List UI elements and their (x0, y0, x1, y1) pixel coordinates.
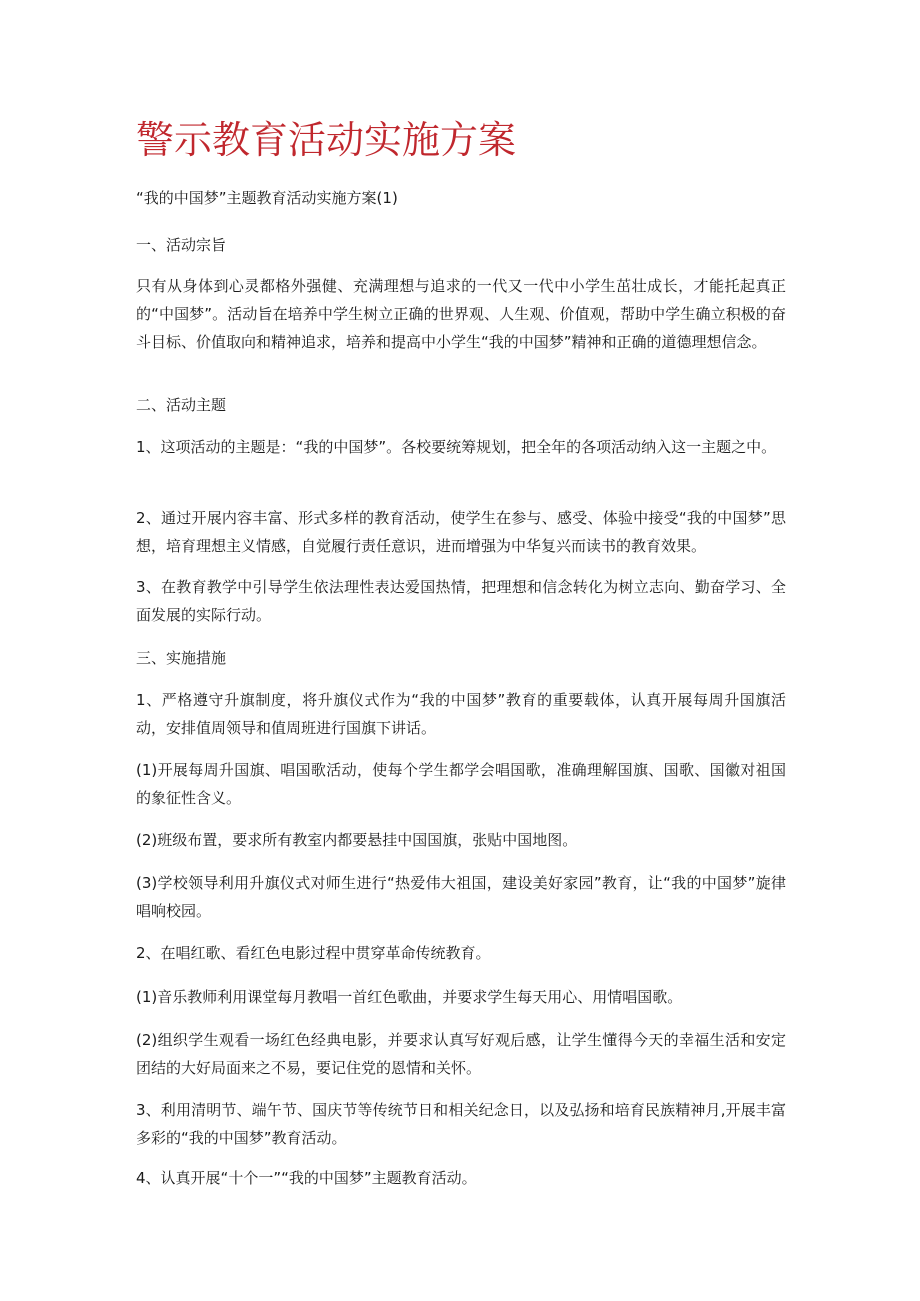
paragraph-measure-2-sub-1: (1)音乐教师利用课堂每月教唱一首红色歌曲，并要求学生每天用心、用情唱国歌。 (136, 988, 683, 1006)
section-heading-measures: 三、实施措施 (136, 649, 227, 667)
document-title: 警示教育活动实施方案 (136, 118, 517, 162)
paragraph-measure-4: 4、认真开展“十个一”“我的中国梦”主题教育活动。 (136, 1169, 477, 1187)
paragraph-theme-item-1: 1、这项活动的主题是：“我的中国梦”。各校要统筹规划，把全年的各项活动纳入这一主题之中。 (136, 438, 777, 456)
paragraph-measure-1: 1、严格遵守升旗制度，将升旗仪式作为“我的中国梦”教育的重要载体，认真开展每周升国旗活动，安排值周领导和值周班进行国旗下讲话。 (136, 691, 786, 737)
paragraph-measure-1-sub-1: (1)开展每周升国旗、唱国歌活动，使每个学生都学会唱国歌，准确理解国旗、国歌、国徽对祖国的象征性含义。 (136, 761, 786, 807)
paragraph-theme-item-3: 3、在教育教学中引导学生依法理性表达爱国热情，把理想和信念转化为树立志向、勤奋学习、全面发展的实际行动。 (136, 578, 786, 624)
paragraph-measure-2: 2、在唱红歌、看红色电影过程中贯穿革命传统教育。 (136, 944, 491, 962)
document-subtitle: “我的中国梦”主题教育活动实施方案(1) (136, 189, 398, 207)
paragraph-purpose: 只有从身体到心灵都格外强健、充满理想与追求的一代又一代中小学生茁壮成长，才能托起真正的“中国梦”。活动旨在培养中学生树立正确的世界观、人生观、价值观，帮助中学生确立积极的奋斗目标、价值取向和精神追求，培养和提高中小学生“我的中国梦”精神和正确的道德理想信念。 (136, 277, 786, 351)
section-heading-theme: 二、活动主题 (136, 396, 227, 414)
paragraph-measure-3: 3、利用清明节、端午节、国庆节等传统节日和相关纪念日，以及弘扬和培育民族精神月,开展丰富多彩的“我的中国梦”教育活动。 (136, 1101, 786, 1147)
paragraph-measure-2-sub-2: (2)组织学生观看一场红色经典电影，并要求认真写好观后感，让学生懂得今天的幸福生活和安定团结的大好局面来之不易，要记住党的恩情和关怀。 (136, 1031, 786, 1077)
paragraph-measure-1-sub-3: (3)学校领导利用升旗仪式对师生进行“热爱伟大祖国，建设美好家园”教育，让“我的中国梦”旋律唱响校园。 (136, 874, 786, 920)
paragraph-measure-1-sub-2: (2)班级布置，要求所有教室内都要悬挂中国国旗，张贴中国地图。 (136, 831, 578, 849)
paragraph-theme-item-2: 2、通过开展内容丰富、形式多样的教育活动，使学生在参与、感受、体验中接受“我的中国梦”思想，培育理想主义情感，自觉履行责任意识，进而增强为中华复兴而读书的教育效果。 (136, 509, 786, 555)
section-heading-purpose: 一、活动宗旨 (136, 236, 227, 254)
